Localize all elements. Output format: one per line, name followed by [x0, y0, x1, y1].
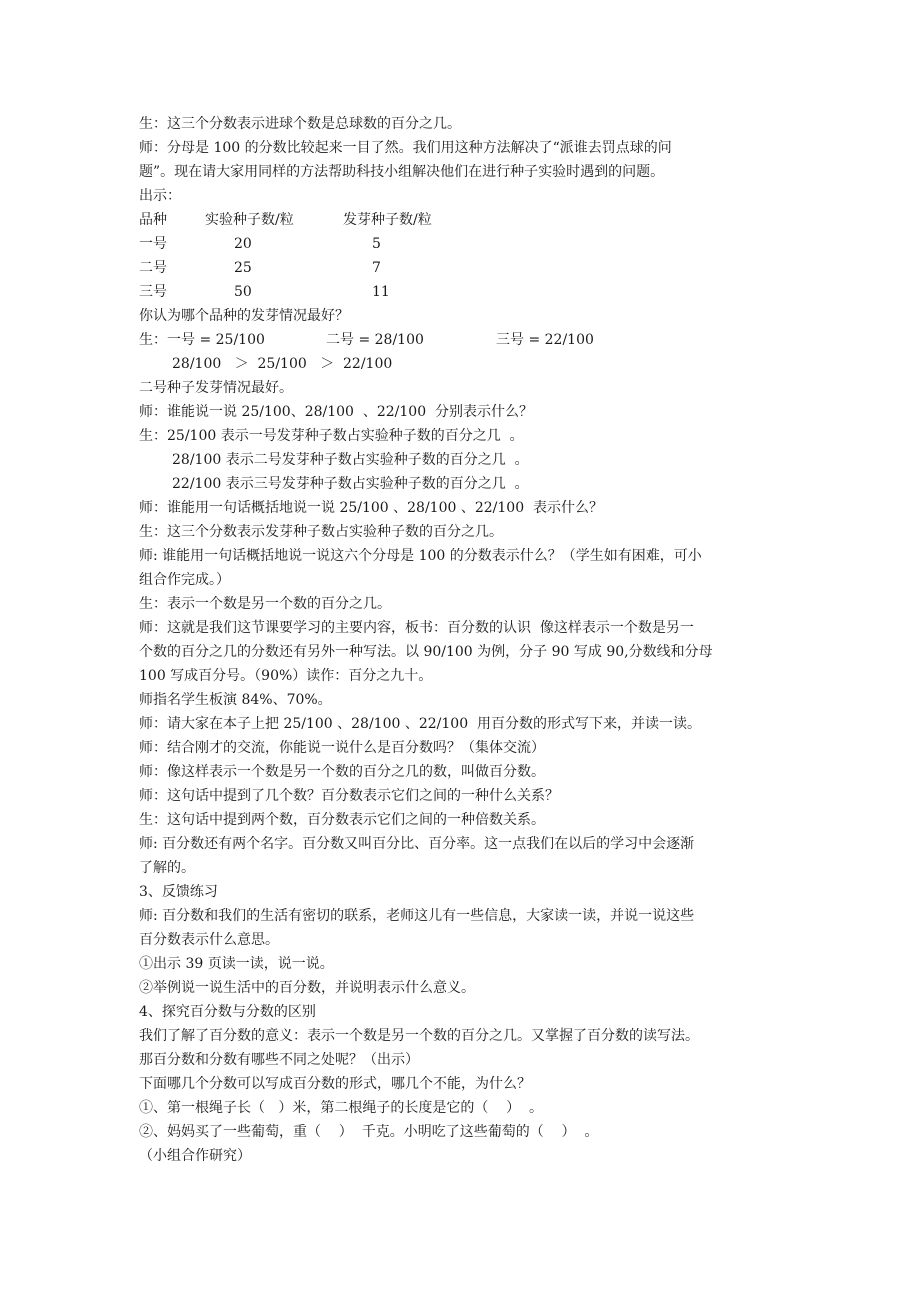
line: 那百分数和分数有哪些不同之处呢？（出示）	[139, 1052, 419, 1068]
table-header: 实验种子数/粒	[205, 212, 294, 228]
line: 师：谁能用一句话概括地说一说 25/100 、28/100 、22/100 表示什么？	[139, 500, 604, 516]
line: 师：请大家在本子上把 25/100 、28/100 、22/100 用百分数的形式写下来，并读一读。	[139, 716, 702, 732]
line: ②举例说一说生活中的百分数，并说明表示什么意义。	[139, 980, 475, 996]
line: 师：像这样表示一个数是另一个数的百分之几的数，叫做百分数。	[139, 764, 545, 780]
line: 个数的百分之几的分数还有另外一种写法。以 90/100 为例，分子 90 写成 90,分数线和分母	[139, 644, 713, 660]
table-cell: 二号	[139, 260, 167, 276]
table-cell: 25	[234, 260, 252, 276]
line: ①出示 39 页读一读，说一说。	[139, 956, 334, 972]
line: ①、第一根绳子长（ ）米，第二根绳子的长度是它的（ ） 。	[139, 1100, 544, 1116]
line: 师：分母是 100 的分数比较起来一目了然。我们用这种方法解决了“派谁去罚点球的问	[139, 140, 672, 156]
answer-three: 三号 = 22/100	[496, 332, 594, 348]
line: ②、妈妈买了一些葡萄，重（ ） 千克。小明吃了这些葡萄的（ ） 。	[139, 1124, 599, 1140]
section-heading: 4、探究百分数与分数的区别	[139, 1004, 316, 1020]
comparison: 28/100 ＞ 25/100 ＞ 22/100	[172, 356, 393, 372]
line: 师：谁能说一说 25/100、28/100 、22/100 分别表示什么？	[139, 404, 534, 420]
answer-one: 生：一号 = 25/100	[139, 332, 265, 348]
line: 生：表示一个数是另一个数的百分之几。	[139, 596, 391, 612]
table-header: 品种	[139, 212, 167, 228]
line: 百分数表示什么意思。	[139, 932, 279, 948]
table-cell: 11	[372, 284, 390, 300]
line: 100 写成百分号。（90%）读作：百分之九十。	[139, 668, 433, 684]
line: 师: 百分数和我们的生活有密切的联系，老师这儿有一些信息，大家读一读，并说一说这些	[139, 908, 695, 924]
line: 生：这句话中提到两个数，百分数表示它们之间的一种倍数关系。	[139, 812, 545, 828]
line: 出示：	[139, 188, 181, 204]
line: 我们了解了百分数的意义：表示一个数是另一个数的百分之几。又掌握了百分数的读写法。	[139, 1028, 699, 1044]
table-cell: 三号	[139, 284, 167, 300]
line: 师: 谁能用一句话概括地说一说这六个分母是 100 的分数表示什么？（学生如有困难，可小	[139, 548, 702, 564]
line: 22/100 表示三号发芽种子数占实验种子数的百分之几 。	[172, 476, 529, 492]
table-header: 发芽种子数/粒	[343, 212, 432, 228]
line: 师：这句话中提到了几个数？百分数表示它们之间的一种什么关系？	[139, 788, 559, 804]
section-heading: 3、反馈练习	[139, 884, 218, 900]
line: 师指名学生板演 84%、70%。	[139, 692, 332, 708]
line: 生：这三个分数表示进球个数是总球数的百分之几。	[139, 116, 461, 132]
line: 题”。现在请大家用同样的方法帮助科技小组解决他们在进行种子实验时遇到的问题。	[139, 164, 665, 180]
table-cell: 20	[234, 236, 252, 252]
table-cell: 一号	[139, 236, 167, 252]
line: 下面哪几个分数可以写成百分数的形式，哪几个不能，为什么？	[139, 1076, 531, 1092]
line: （小组合作研究）	[139, 1148, 251, 1164]
table-cell: 7	[372, 260, 381, 276]
line: 生：这三个分数表示发芽种子数占实验种子数的百分之几。	[139, 524, 503, 540]
answer-two: 二号 = 28/100	[326, 332, 424, 348]
line: 生：25/100 表示一号发芽种子数占实验种子数的百分之几 。	[139, 428, 524, 444]
line: 二号种子发芽情况最好。	[139, 380, 293, 396]
line: 师：这就是我们这节课要学习的主要内容，板书：百分数的认识 像这样表示一个数是另一	[139, 620, 694, 636]
line: 了解的。	[139, 860, 195, 876]
table-cell: 50	[234, 284, 252, 300]
line: 你认为哪个品种的发芽情况最好？	[139, 308, 349, 324]
line: 28/100 表示二号发芽种子数占实验种子数的百分之几 。	[172, 452, 529, 468]
line: 组合作完成。）	[139, 572, 230, 588]
line: 师：结合刚才的交流，你能说一说什么是百分数吗？（集体交流）	[139, 740, 545, 756]
line: 师: 百分数还有两个名字。百分数又叫百分比、百分率。这一点我们在以后的学习中会逐渐	[139, 836, 695, 852]
table-cell: 5	[372, 236, 381, 252]
